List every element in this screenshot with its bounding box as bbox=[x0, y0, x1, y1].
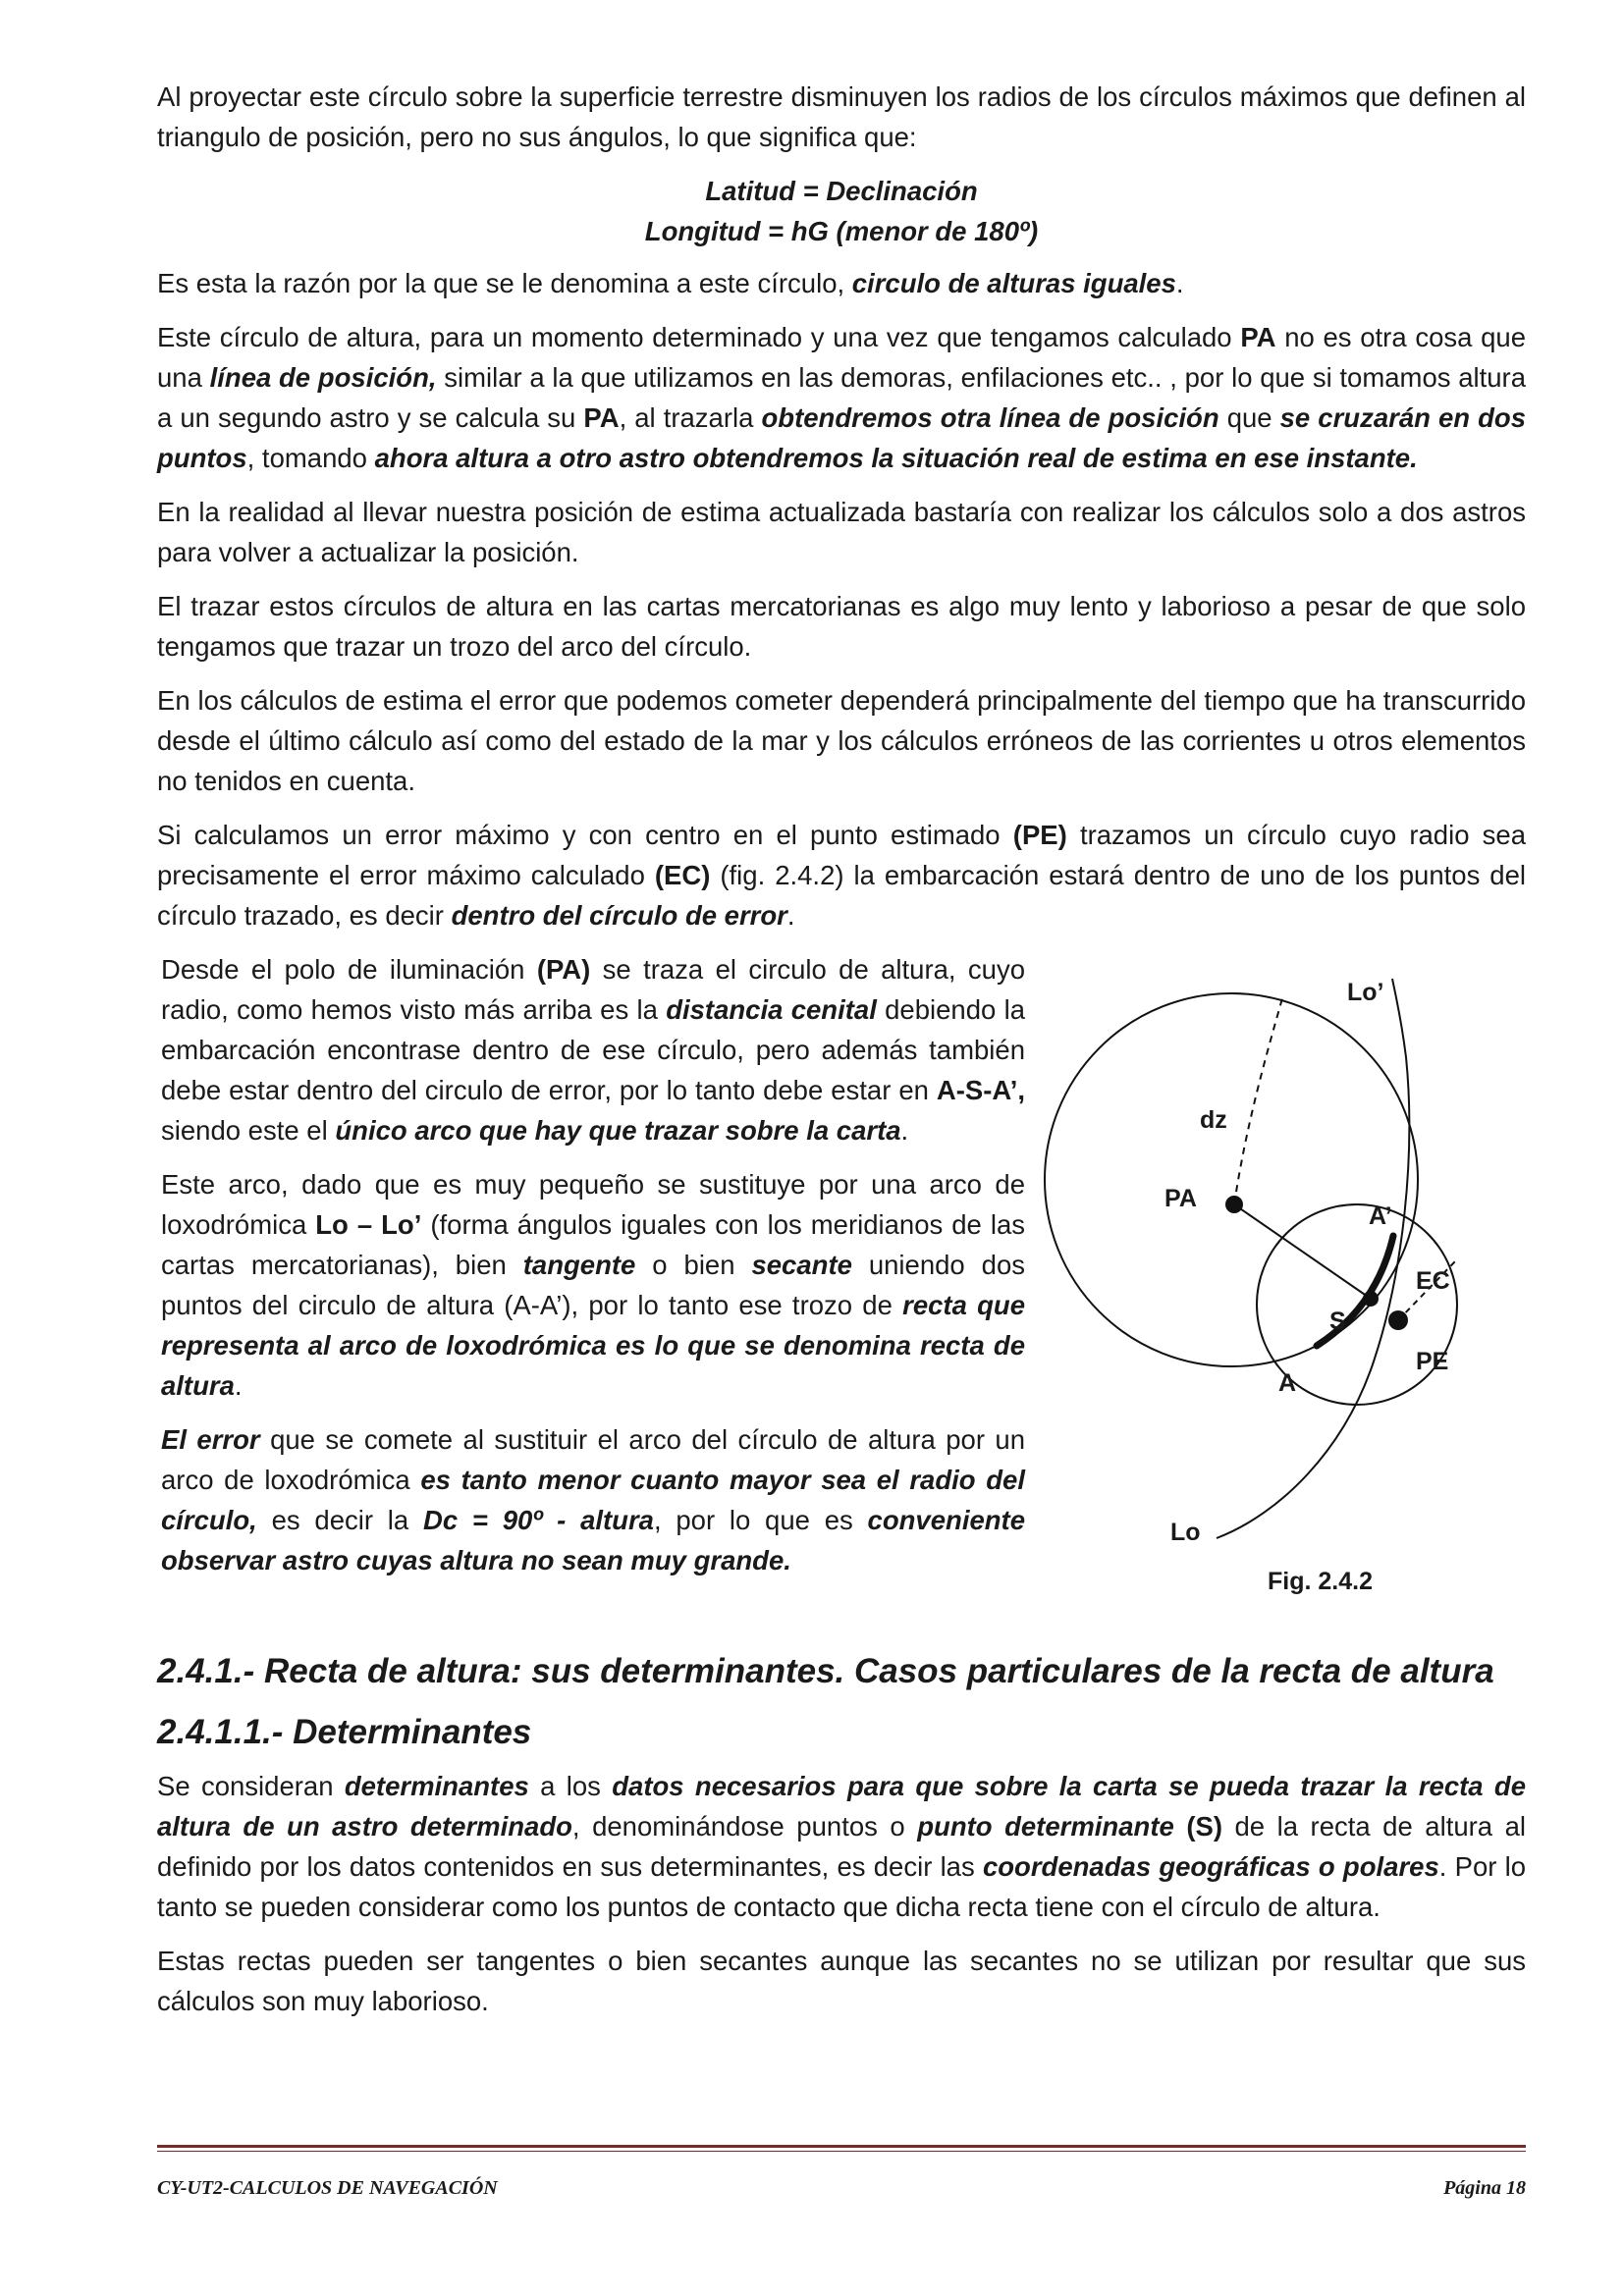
label-a: A bbox=[1278, 1369, 1297, 1397]
figure-diagram bbox=[1025, 949, 1526, 1636]
paragraph-4: En la realidad al llevar nuestra posición de estima actualizada bastaría con realizar los cálculos solo a dos astros para volver a actualizar la posición. bbox=[157, 497, 1526, 567]
altitude-circle bbox=[1045, 993, 1418, 1366]
page-content bbox=[157, 77, 1526, 2035]
label-pa: PA bbox=[1164, 1185, 1197, 1212]
paragraph-1: Al proyectar este círculo sobre la superficie terrestre disminuyen los radios de los círculos máximos que definen al triangulo de posición, pero no sus ángulos, lo que significa que: bbox=[157, 81, 1526, 152]
paragraph-9: Este arco, dado que es muy pequeño se sustituye por una arco de loxodrómica Lo – Lo’ (forma ángulos iguales con los meridianos de las cartas mercatorianas), bien tangente o bien secante uniendo dos puntos del circulo de altura (A-A’), por lo tanto ese trozo de recta que representa al arco de loxodrómica es lo que se denomina recta de altura. bbox=[161, 1169, 1026, 1401]
text-with-figure bbox=[157, 949, 1526, 1636]
figure-side-text bbox=[161, 949, 1025, 1594]
equation-latitude: Latitud = Declinación bbox=[705, 176, 978, 206]
paragraph-7: Si calculamos un error máximo y con centro en el punto estimado (PE) trazamos un círculo cuyo radio sea precisamente el error máximo calculado (EC) (fig. 2.4.2) la embarcación estará dentro de uno de los puntos del círculo trazado, es decir dentro del círculo de error. bbox=[157, 820, 1526, 931]
pa-to-s-line bbox=[1234, 1204, 1371, 1299]
label-dz: dz bbox=[1200, 1106, 1227, 1134]
label-lo-prime: Lo’ bbox=[1347, 979, 1384, 1006]
footer-document-title: CY-UT2-CALCULOS DE NAVEGACIÓN bbox=[157, 2177, 498, 2199]
equations bbox=[157, 171, 1526, 251]
paragraph-10: El error que se comete al sustituir el arco del círculo de altura por un arco de loxodrómica es tanto menor cuanto mayor sea el radio del círculo, es decir la Dc = 90º - altura, por lo que es conveniente observar astro cuyas altura no sean muy grande. bbox=[161, 1424, 1026, 1575]
paragraph-6: En los cálculos de estima el error que podemos cometer dependerá principalmente del tiempo que ha transcurrido desde el último cálculo así como del estado de la mar y los cálculos erróneos de las corrientes u otros elementos no tenidos en cuenta. bbox=[157, 685, 1526, 796]
label-lo: Lo bbox=[1170, 1519, 1201, 1546]
paragraph-5: El trazar estos círculos de altura en las cartas mercatorianas es algo muy lento y laborioso a pesar de que solo tengamos que trazar un trozo del arco del círculo. bbox=[157, 591, 1526, 662]
section-heading-2-4-1: 2.4.1.- Recta de altura: sus determinantes. Casos particulares de la recta de altura bbox=[157, 1652, 1494, 1690]
label-ec: EC bbox=[1416, 1267, 1450, 1295]
point-s bbox=[1363, 1291, 1379, 1307]
section-heading-2-4-1-1: 2.4.1.1.- Determinantes bbox=[157, 1713, 532, 1751]
label-s: S bbox=[1329, 1308, 1346, 1335]
zenith-distance-dashed bbox=[1234, 998, 1282, 1204]
point-pa bbox=[1225, 1196, 1243, 1213]
label-pe: PE bbox=[1416, 1348, 1449, 1375]
page-footer bbox=[157, 2177, 1526, 2200]
label-a-prime: A’ bbox=[1369, 1202, 1392, 1230]
paragraph-3: Este círculo de altura, para un momento determinado y una vez que tengamos calculado PA no es otra cosa que una línea de posición, similar a la que utilizamos en las demoras, enfilaciones etc.. , por lo que si tomamos altura a un segundo astro y se calcula su PA, al trazarla obtendremos otra línea de posición que se cruzarán en dos puntos, tomando ahora altura a otro astro obtendremos la situación real de estima en ese instante. bbox=[157, 322, 1526, 473]
paragraph-12: Estas rectas pueden ser tangentes o bien secantes aunque las secantes no se utilizan por resultar que sus cálculos son muy laborioso. bbox=[157, 1946, 1526, 2016]
figure-caption: Fig. 2.4.2 bbox=[1268, 1568, 1373, 1595]
paragraph-2: Es esta la razón por la que se le denomina a este círculo, circulo de alturas iguales. bbox=[157, 268, 1184, 298]
footer-rule bbox=[157, 2145, 1526, 2152]
paragraph-11: Se consideran determinantes a los datos necesarios para que sobre la carta se pueda trazar la recta de altura de un astro determinado, denominándose puntos o punto determinante (S) de la recta de altura al definido por los datos contenidos en sus determinantes, es decir las coordenadas geográficas o polares. Por lo tanto se pueden considerar como los puntos de contacto que dicha recta tiene con el círculo de altura. bbox=[157, 1771, 1527, 1922]
paragraph-8: Desde el polo de iluminación (PA) se traza el circulo de altura, cuyo radio, como hemos visto más arriba es la distancia cenital debiendo la embarcación encontrase dentro de ese círculo, pero además también debe estar dentro del circulo de error, por lo tanto debe estar en A-S-A’, siendo este el único arco que hay que trazar sobre la carta. bbox=[161, 954, 1026, 1146]
footer-page-number: Página 18 bbox=[1443, 2177, 1526, 2199]
figure-2-4-2 bbox=[1025, 949, 1526, 1636]
point-pe bbox=[1388, 1310, 1408, 1330]
equation-longitude: Longitud = hG (menor de 180º) bbox=[644, 216, 1039, 246]
